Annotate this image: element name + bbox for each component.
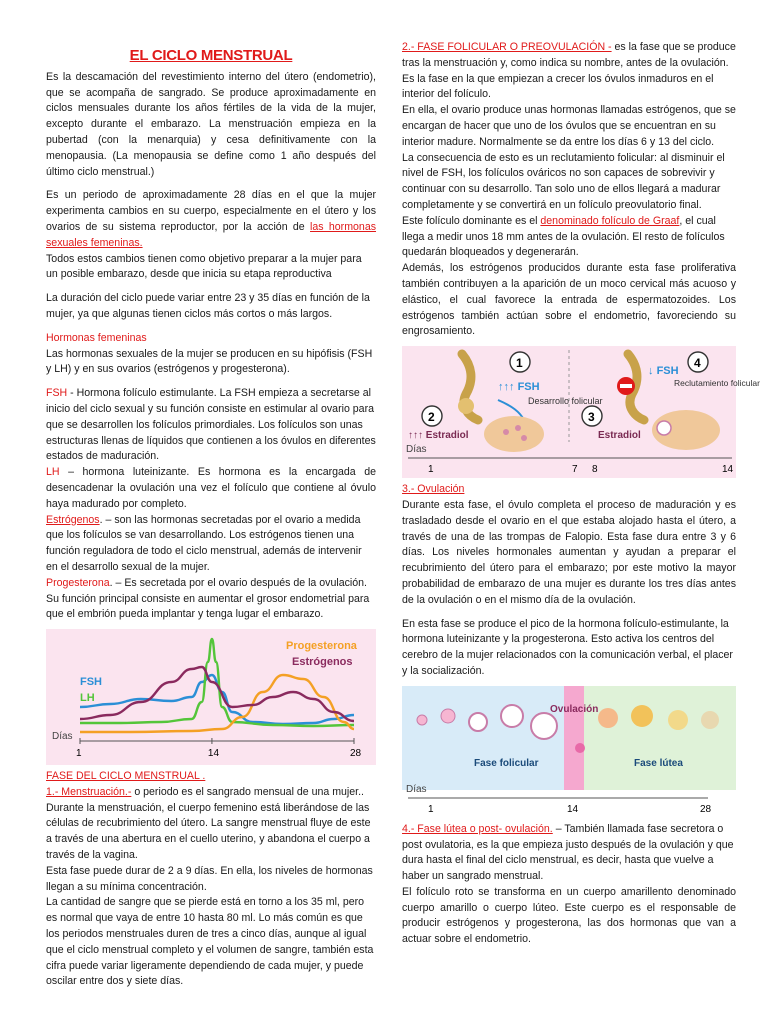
tick-14: 14 xyxy=(722,464,734,476)
ovulation-label: Ovulación xyxy=(550,703,599,715)
follicular-label: Fase folicular xyxy=(474,757,539,769)
inhibition-bar xyxy=(620,384,632,388)
ov-tick-1: 1 xyxy=(428,803,434,815)
estrogen-text: . – son las hormonas secretadas por el ovario a medida que los folículos se van desarrollando. Los estrógenos tienen una función reguladora de todo el ciclo menstrual, además de intervenir en el desarrollo sexual de la mujer. xyxy=(46,513,362,573)
corpus-luteum-icon xyxy=(668,710,688,730)
legend-fsh: FSH xyxy=(80,676,102,689)
legend-progesterona: Progesterona xyxy=(286,640,357,653)
follicular-paragraph xyxy=(402,40,736,103)
step-4-label: 4 xyxy=(694,356,701,371)
step-3-label: 3 xyxy=(588,410,595,425)
hormones-heading: Hormonas femeninas xyxy=(46,331,147,344)
ovulation-diagram xyxy=(402,686,736,818)
legend-estrogenos: Estrógenos xyxy=(292,656,353,669)
ovary-left-icon xyxy=(484,416,544,452)
fsh-term: FSH xyxy=(46,387,68,400)
fsh-up-label: ↑↑↑ FSH xyxy=(498,381,540,394)
recruitment-paragraph: La consecuencia de esto es un reclutamiento folicular: al disminuir el nivel de FSH, los folículos ováricos no son capaces de sobrevivir y continuar con su desarrollo. Tan solo uno de ellos llegará a madurar completamente y se convertirá en un folículo preovulatorio final. xyxy=(402,151,725,211)
hormones-paragraph: Las hormonas sexuales de la mujer se producen en su hipófisis (FSH y LH) y en sus ovarios (estrógenos y progesterona). xyxy=(46,347,373,376)
corpus-luteum-paragraph: El folículo roto se transforma en un cuerpo amarillento denominado cuerpo amarillo o cuerpo lúteo. Este cuerpo es el responsable de producir estrógenos y progesterona, las dos hormonas que van a actuar sobre el endometrio. xyxy=(402,885,736,946)
menstruation-paragraph xyxy=(46,785,376,864)
graaf-paragraph xyxy=(402,214,736,261)
menstruation-term: 1.- Menstruación.- xyxy=(46,785,132,798)
follicular-term: 2.- FASE FOLICULAR O PREOVULACIÓN - xyxy=(402,41,612,53)
intro-paragraph: Es la descamación del revestimiento interno del útero (endometrio), que se acompaña de sangrado. Se produce aproximadamente en ciclos mensuales durante los años fértiles de la vida de la mujer, excepto durante el embarazo. La menstruación empieza en la pubertad (con la menarquia) y cesa definitivamente con la menopausia. (La menopausia se define como 1 año después del último ciclo menstrual.) xyxy=(46,70,376,178)
ovulation-band xyxy=(564,686,584,790)
corpus-luteum-icon xyxy=(631,705,653,727)
ovulation-paragraph: Durante esta fase, el óvulo completa el proceso de maduración y es trasladado desde el ovario en el que estaba alojado hasta el útero, a través de una de las trompas de Falopio. Esta fase dura entre 3 y 6 días. Los niveles hormonales aumentan y ayudan a preparar el recubrimiento del útero para el embarazo; por este motivo la mayor probabilidad de embarazo de una mujer es durante los tres días antes de la ovulación o en el mismo día de la ovulación. xyxy=(402,498,736,606)
follicle-stage-icon xyxy=(501,705,523,727)
follicle-stage-icon xyxy=(469,713,487,731)
days-label: Días xyxy=(406,444,427,456)
pituitary-left-icon xyxy=(458,398,474,414)
right-column xyxy=(402,40,760,948)
graaf-term: denominado folículo de Graaf xyxy=(540,214,680,227)
follicle-stage-icon xyxy=(417,715,427,725)
follicular-text: es la fase que se produce tras la menstruación y, como indica su nombre, antes de la ovulación. Es la fase en la que empiezan a crecer los óvulos inmaduros en el interior del folículo. xyxy=(402,41,736,101)
hormone-chart xyxy=(46,629,376,765)
lh-paragraph xyxy=(46,465,376,512)
ovum-icon xyxy=(575,743,585,753)
follicle-icon xyxy=(521,435,527,441)
progesterone-term: Progesterona xyxy=(46,576,110,589)
ovulation-heading: 3.- Ovulación xyxy=(402,483,465,496)
left-column xyxy=(46,40,376,990)
tick-7: 7 xyxy=(572,464,578,476)
graaf-text-a: Este folículo dominante es el xyxy=(402,214,541,227)
tick-1: 1 xyxy=(428,464,434,476)
hormone-chart-svg xyxy=(46,629,376,765)
follicle-stage-icon xyxy=(531,713,557,739)
sex-hormones-link: las hormonas sexuales femeninas. xyxy=(46,220,377,249)
luteal-paragraph xyxy=(402,822,736,885)
period-paragraph xyxy=(46,188,376,251)
step-2-label: 2 xyxy=(428,410,435,425)
recruitment-label: Reclutamiento folicular xyxy=(674,378,760,389)
ovulation-hormones-paragraph: En esta fase se produce el pico de la hormona folículo-estimulante, la hormona luteinizante y la progesterona. Esto activa los centros del cerebro de la mujer relacionados con la comunicación verbal, el placer y la socialización. xyxy=(402,617,733,677)
tick-8: 8 xyxy=(592,464,598,476)
luteal-band xyxy=(584,686,736,790)
x-tick-label: 28 xyxy=(350,748,362,760)
ovulation-diagram-svg xyxy=(402,686,736,818)
luteal-text: – También llamada fase secretora o post ovulatoria, es la que empieza justo después de la ovulación y que dura hasta el final del ciclo menstrual, es decir, hasta que vuelve a haber un sangrado menstrual. xyxy=(402,822,734,883)
phases-heading: FASE DEL CICLO MENSTRUAL . xyxy=(46,770,206,783)
legend-lh: LH xyxy=(80,692,95,705)
estradiol-up-label: ↑↑↑ Estradiol xyxy=(408,430,469,442)
estradiol-label: Estradiol xyxy=(598,430,641,442)
fsh-paragraph xyxy=(46,386,376,465)
estrogen-term: Estrógenos xyxy=(46,513,100,526)
progesterone-text: . – Es secretada por el ovario después de la ovulación. Su función principal consiste en aumentar el grosor endometrial para que el embrión pueda implantar y tenga lugar el embarazo. xyxy=(46,576,370,621)
mucus-paragraph: Además, los estrógenos producidos durante esta fase proliferativa también contribuyen a la aparición de un moco cervical más acuoso y elástico, el cual favorece la entrada de espermatozoides. Los estrógenos también actúan sobre el endometrio, favoreciendo su engrosamiento. xyxy=(402,262,736,338)
duration-paragraph: La duración del ciclo puede variar entre 23 y 35 días en función de la mujer, ya que algunas tienen ciclos más cortos o más largos. xyxy=(46,292,370,320)
x-tick-label: 1 xyxy=(76,748,82,760)
follicular-diagram-svg xyxy=(402,346,760,478)
lh-term: LH xyxy=(46,466,60,479)
development-label: Desarrollo folicular xyxy=(528,396,603,407)
follicle-icon xyxy=(503,429,509,435)
menstruation-duration-paragraph: Esta fase puede durar de 2 a 9 días. En ella, los niveles de hormonas llegan a su mínima concentración. xyxy=(46,864,373,893)
estrogen-paragraph xyxy=(46,513,376,576)
period-text: Es un periodo de aproximadamente 28 días en el que la mujer experimenta cambios en su cuerpo, especialmente en el útero y los ovarios de su sistema reproductor, por la acción de xyxy=(46,189,376,233)
chart-x-label: Días xyxy=(52,731,73,743)
fsh-text: - Hormona folículo estimulante. La FSH empieza a secretarse al inicio del ciclo sexual y su función consiste en estimular al ovario para que se desarrollen los folículos primordiales. Los folículos son unas estructuras llenas de líquidos que contienen a los óvulos en diferentes estados de maduración. xyxy=(46,387,376,463)
step-1-label: 1 xyxy=(516,356,523,371)
luteal-term: 4.- Fase lútea o post- ovulación. xyxy=(402,822,553,835)
luteal-label: Fase lútea xyxy=(634,757,683,769)
lh-text: – hormona luteinizante. Es hormona es la encargada de desencadenar la ovulación una vez el folículo que contiene al óvulo haya madurado por completo. xyxy=(46,466,376,510)
dominant-follicle-icon xyxy=(657,421,671,435)
fsh-down-label: ↓ FSH xyxy=(648,365,679,378)
follicle-icon xyxy=(515,425,521,431)
objective-paragraph: Todos estos cambios tienen como objetivo preparar a la mujer para un posible embarazo, desde que inicia su etapa reproductiva xyxy=(46,252,362,281)
corpus-luteum-icon xyxy=(598,708,618,728)
follicular-diagram xyxy=(402,346,760,478)
x-tick-label: 14 xyxy=(207,748,220,760)
follicular-estrogen-paragraph: En ella, el ovario produce unas hormonas llamadas estrógenos, que se encargan de hacer que uno de los óvulos que se encuentran en su interior madure. Normalmente se da entre los días 6 y 13 del ciclo. xyxy=(402,104,736,148)
ov-tick-14: 14 xyxy=(567,803,579,815)
progesterone-paragraph xyxy=(46,576,376,623)
ovulation-days-label: Días xyxy=(406,783,427,795)
corpus-albicans-icon xyxy=(701,711,719,729)
menstruation-text: o periodo es el sangrado mensual de una mujer.. Durante la menstruación, el cuerpo femenino está liberándose de las células de recubrimiento del útero. La sangre menstrual fluye de este a través de una abertura en el cuello uterino, y abandona el cuerpo a través de la vagina. xyxy=(46,785,371,862)
menstruation-volume-paragraph: La cantidad de sangre que se pierde está en torno a los 35 ml, pero es normal que vaya de entre 10 hasta 80 ml. Lo más común es que los periodos menstruales duren de tres a cinco días, aunque al igual que el ciclo menstrual completo y el volumen de sangre, también esta cifra puede variar ligeramente dependiendo de cada mujer, y puede oscilar entre dos y siete días. xyxy=(46,896,374,988)
follicle-stage-icon xyxy=(441,709,455,723)
page-title: EL CICLO MENSTRUAL xyxy=(129,47,293,64)
graaf-text-b: , el cual llega a medir unos 18 mm antes de la ovulación. El resto de folículos quedarán bloqueados y degenerarán. xyxy=(402,214,725,259)
ov-tick-28: 28 xyxy=(700,803,712,815)
